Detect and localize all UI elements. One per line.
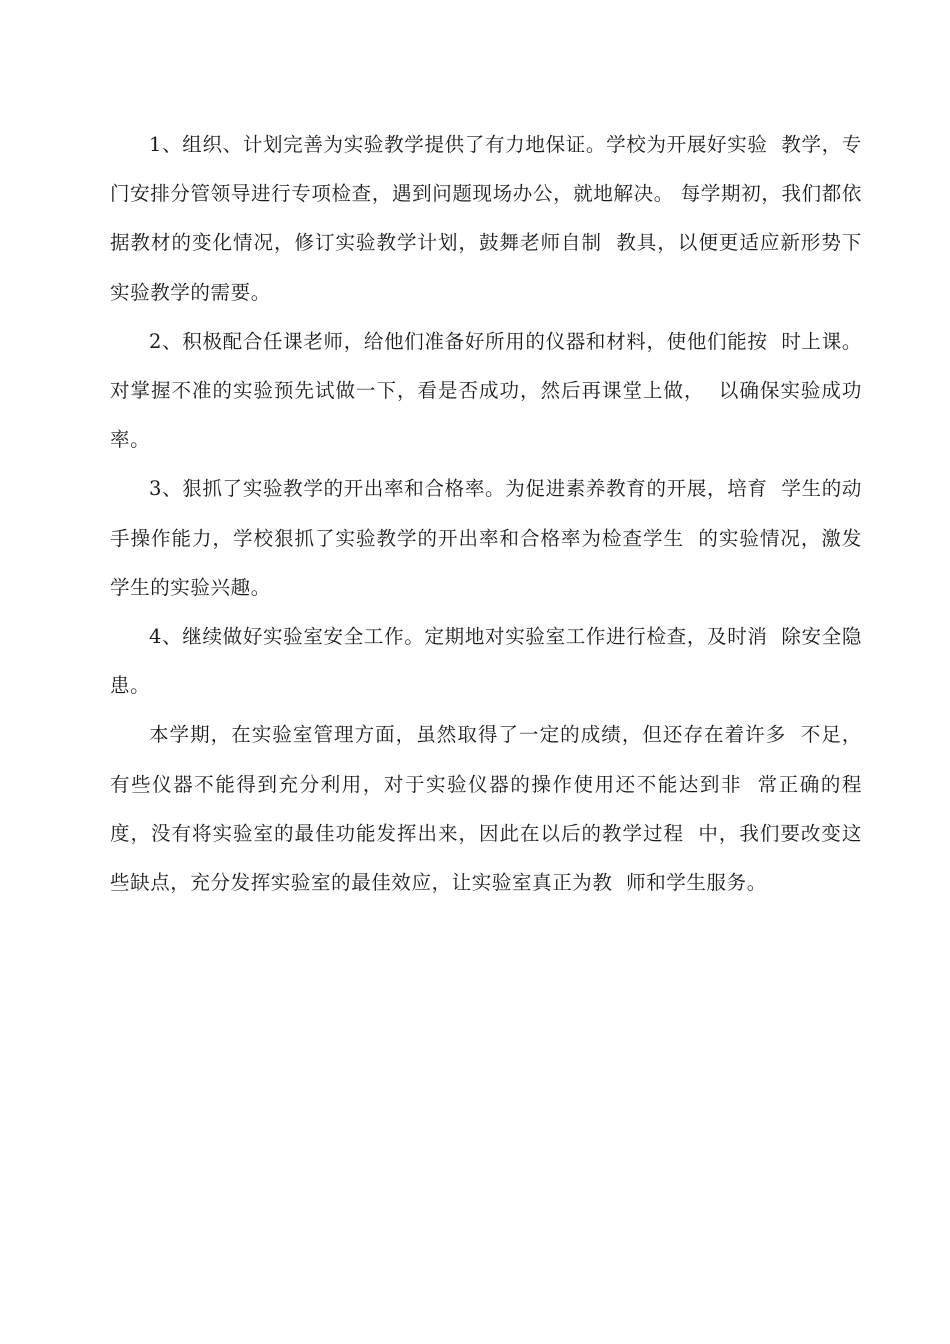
paragraph-5: 本学期，在实验室管理方面，虽然取得了一定的成绩，但还存在着许多 不足，有些仪器不能得到充分利用，对于实验仪器的操作使用还不能达到非 常正确的程度，没有将实验室的最佳功能发挥出来，因此在以后的教学过程 中，我们要改变这些缺点，充分发挥实验室的最佳效应，让实验室真正为教 师和学生服务。 [110,723,862,895]
paragraph-4: 4、继续做好实验室安全工作。定期地对实验室工作进行检查，及时消 除安全隐患。 [110,625,862,698]
document-body [110,120,862,907]
paragraph-2: 2、积极配合任课老师，给他们准备好所用的仪器和材料，使他们能按 时上课。对掌握不准的实验预先试做一下，看是否成功，然后再课堂上做， 以确保实验成功率。 [110,329,862,452]
paragraph-1: 1、组织、计划完善为实验教学提供了有力地保证。学校为开展好实验 教学，专门安排分管领导进行专项检查，遇到问题现场办公，就地解决。 每学期初，我们都依据教材的变化情况，修订实验教学计划，鼓舞老师自制 教具，以便更适应新形势下实验教学的需要。 [110,133,862,304]
paragraph-3: 3、狠抓了实验教学的开出率和合格率。为促进素养教育的开展，培育 学生的动手操作能力，学校狠抓了实验教学的开出率和合格率为检查学生 的实验情况，激发学生的实验兴趣。 [110,477,862,599]
